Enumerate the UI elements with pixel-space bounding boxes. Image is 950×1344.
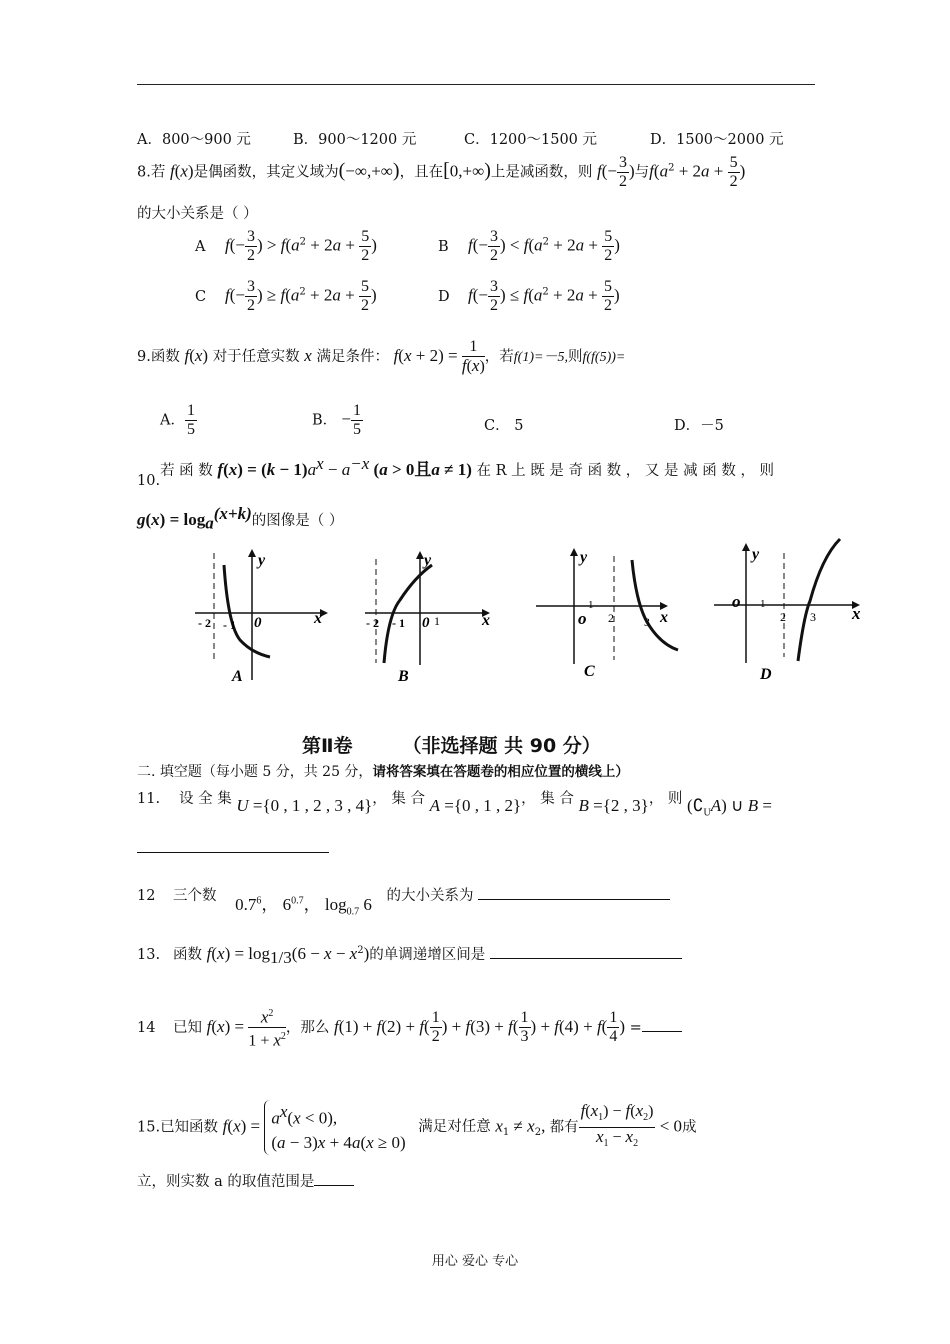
q8-text1: 是偶函数，其定义域为 [193, 164, 339, 181]
q7-option-a: A．800～900 元 [137, 132, 251, 148]
q14-stem: 14 已知 f(x) = $\frac{x^2}{1 + x^2}$ ，那么 f(1) + f(2) + f( $\frac{1}{2}$ ) + f(3) + f( $\frac{1}{3}$ ) + f(4) + f( $\frac{1}{4}$ ) = [137, 1005, 682, 1051]
q9-option-d: D．－5 [674, 418, 724, 434]
svg-text:x: x [482, 612, 490, 629]
svg-text:3: 3 [644, 615, 650, 629]
graph-c [532, 542, 687, 687]
q8-line2: 的大小关系是（ ） [137, 206, 258, 222]
q9-option-b: B． − $\frac{1}{5}$ [312, 402, 361, 438]
graph-b [360, 545, 500, 690]
graph-a [190, 545, 330, 690]
svg-text:0: 0 [254, 615, 262, 631]
svg-text:D: D [760, 666, 772, 683]
q9-option-a: A． $\frac{1}{5}$ [160, 402, 195, 438]
page-footer: 用心 爱心 专心 [431, 1254, 519, 1269]
svg-text:y: y [752, 546, 760, 563]
q15-stem: 15.已知函数 f(x) = $a^x(x < 0)$, (a − 3)x + 4a(x ≥ 0) 满足对任意 $x_1 \ne x_2$, 都有 $\frac{f(x_1) - f(x_2)}{x_1 - x_2}$ < 0成 [137, 1100, 697, 1155]
svg-text:A: A [232, 668, 243, 685]
svg-text:x: x [660, 609, 668, 626]
header-rule [137, 84, 815, 85]
svg-text:2: 2 [608, 611, 614, 625]
q8-lead: 若 [150, 164, 166, 181]
q7-option-b: B．900～1200 元 [293, 132, 417, 148]
svg-text:1: 1 [760, 598, 766, 610]
q8-stem: 8.若 f(x)是偶函数，其定义域为(−∞,+∞)，且在[0,+∞)上是减函数，则 f(− $\frac{3}{2}$ )与$f(a^2 + 2a$ + $\frac{5}{2}$ ) [137, 154, 746, 190]
q13-stem: 13. 函数 $f(x) = \log_{1/3}(6 - x - x^2)$的单调递增区间是 [137, 943, 682, 968]
q8-text2: ，且在 [399, 164, 444, 181]
svg-text:x: x [314, 610, 322, 627]
q11-stem: 11. 设 全 集 U ={0 , 1 , 2 , 3 , 4}， 集 合 A ={0 , 1 , 2}， 集 合 B ={2 , 3}， 则 $(∁_UA)$ ∪ B = [137, 791, 772, 819]
svg-text:0: 0 [422, 615, 430, 631]
svg-text:1: 1 [434, 614, 440, 628]
q8-option-d: D f(− $\frac{3}{2}$ ) ≤ $f(a^2 + 2a$ + $\frac{5}{2}$ ) [438, 278, 620, 314]
svg-text:- 2: - 2 [198, 616, 211, 630]
q11-answer-blank[interactable] [137, 852, 329, 853]
q8-option-c: C f(− $\frac{3}{2}$ ) ≥ $f(a^2 + 2a$ + $\frac{5}{2}$ ) [195, 278, 377, 314]
svg-text:- 2: - 2 [366, 616, 379, 630]
q8-text3: 上是减函数，则 [490, 164, 593, 181]
graph-d [710, 535, 870, 685]
svg-text:2: 2 [780, 610, 786, 624]
svg-text:o: o [578, 609, 587, 628]
q8-option-b: B f(− $\frac{3}{2}$ ) < $f(a^2 + 2a$ + $\frac{5}{2}$ ) [438, 228, 620, 264]
svg-text:- 1: - 1 [392, 616, 405, 630]
q7-option-c: C．1200～1500 元 [464, 132, 598, 148]
section-title: 第Ⅱ卷 （非选择题 共 90 分） [302, 735, 601, 757]
q8-number: 8. [137, 164, 151, 181]
svg-text:y: y [580, 549, 588, 566]
svg-text:- 1: - 1 [223, 618, 236, 632]
q14-answer-blank[interactable] [642, 1031, 682, 1032]
svg-text:3: 3 [810, 610, 816, 624]
q15-line2: 立，则实数 a 的取值范围是 [137, 1170, 354, 1191]
q8-text4: 与 [634, 164, 650, 181]
svg-text:y: y [258, 552, 266, 569]
svg-text:1: 1 [588, 599, 594, 611]
q9-stem: 9.函数 f(x) 对于任意实数 x 满足条件： f(x + 2) = $\frac{1}{f(x)}$ ，若f(1)=－5,则f(f(5))= [137, 338, 626, 375]
q7-option-d: D．1500～2000 元 [650, 132, 784, 148]
svg-text:C: C [584, 663, 595, 680]
svg-text:y: y [424, 552, 432, 569]
q15-answer-blank[interactable] [314, 1185, 354, 1186]
svg-text:B: B [398, 668, 409, 685]
q13-answer-blank[interactable] [490, 958, 682, 959]
q12-stem: 12 三个数 $0.7^6$， $6^{0.7}$， $\log_{0.7} 6$ 的大小关系为 [137, 880, 670, 907]
q9-option-c: C． 5 [484, 418, 524, 434]
q12-answer-blank[interactable] [478, 899, 670, 900]
section-instructions: 二. 填空题（每小题 5 分，共 25 分，请将答案填在答题卷的相应位置的横线上） [137, 764, 629, 780]
q8-option-a: A f(− $\frac{3}{2}$ ) > $f(a^2 + 2a$ + $\frac{5}{2}$ ) [195, 228, 377, 264]
q10-line2: $g(x) = \log_a^{(x+k)}$的图像是（ ） [137, 504, 344, 533]
svg-text:o: o [732, 592, 741, 611]
q10-stem: 10.若 函 数 $f(x) = (k - 1)a^x - a^{-x}$ (a > 0且a ≠ 1) 在 R 上 既 是 奇 函 数 ， 又 是 减 函 数 ， 则 [137, 454, 775, 489]
svg-text:x: x [852, 604, 861, 623]
